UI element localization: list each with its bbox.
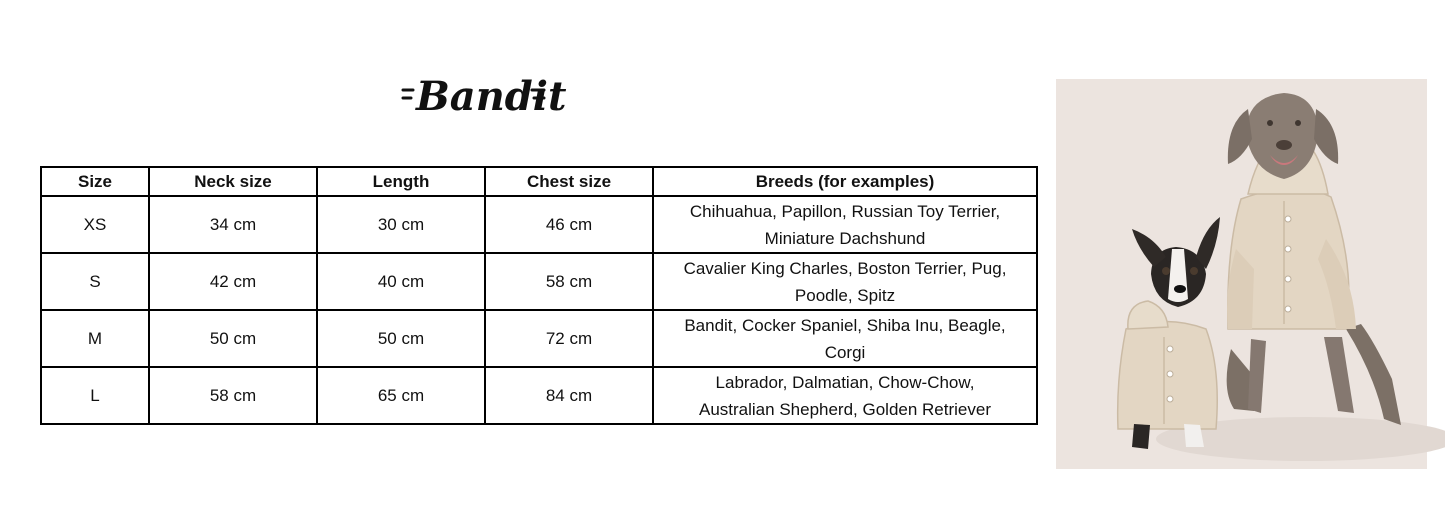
header-size: Size bbox=[41, 167, 149, 196]
table-row bbox=[41, 310, 1037, 367]
cell-length: 50 cm bbox=[317, 310, 485, 367]
dogs-in-raincoats-photo bbox=[1056, 79, 1427, 469]
cell-breeds bbox=[653, 367, 1037, 424]
brand-logo-text: Bandit bbox=[416, 73, 567, 120]
header-chest-size: Chest size bbox=[485, 167, 653, 196]
table-header-row bbox=[41, 167, 1037, 196]
cell-length: 30 cm bbox=[317, 196, 485, 253]
cell-size: XS bbox=[41, 196, 149, 253]
breeds-line: Cavalier King Charles, Boston Terrier, Pug, bbox=[683, 258, 1007, 278]
cell-neck: 50 cm bbox=[149, 310, 317, 367]
cell-size: L bbox=[41, 367, 149, 424]
cell-chest: 58 cm bbox=[485, 253, 653, 310]
header-length: Length bbox=[317, 167, 485, 196]
cell-breeds bbox=[653, 310, 1037, 367]
breeds-line: Australian Shepherd, Golden Retriever bbox=[699, 399, 991, 419]
cell-neck: 58 cm bbox=[149, 367, 317, 424]
header-breeds: Breeds (for examples) bbox=[653, 167, 1037, 196]
breeds-line: Labrador, Dalmatian, Chow-Chow, bbox=[715, 372, 975, 392]
cell-length: 65 cm bbox=[317, 367, 485, 424]
breeds-line: Poodle, Spitz bbox=[794, 285, 896, 305]
cell-chest: 84 cm bbox=[485, 367, 653, 424]
table-row bbox=[41, 367, 1037, 424]
cell-size: M bbox=[41, 310, 149, 367]
breeds-line: Bandit, Cocker Spaniel, Shiba Inu, Beagle, bbox=[684, 315, 1006, 335]
size-chart-table bbox=[40, 166, 1038, 425]
cell-neck: 42 cm bbox=[149, 253, 317, 310]
header-neck-size: Neck size bbox=[149, 167, 317, 196]
breeds-line: Corgi bbox=[824, 342, 866, 362]
brand-logo-graphic bbox=[400, 60, 567, 124]
table-row bbox=[41, 253, 1037, 310]
cell-breeds bbox=[653, 253, 1037, 310]
cell-length: 40 cm bbox=[317, 253, 485, 310]
cell-breeds bbox=[653, 196, 1037, 253]
cell-chest: 72 cm bbox=[485, 310, 653, 367]
brand-logo bbox=[400, 60, 567, 124]
cell-neck: 34 cm bbox=[149, 196, 317, 253]
dogs-illustration bbox=[1056, 79, 1427, 469]
cell-size: S bbox=[41, 253, 149, 310]
cell-chest: 46 cm bbox=[485, 196, 653, 253]
breeds-line: Miniature Dachshund bbox=[764, 228, 926, 248]
table-row bbox=[41, 196, 1037, 253]
breeds-line: Chihuahua, Papillon, Russian Toy Terrier, bbox=[689, 201, 1001, 221]
